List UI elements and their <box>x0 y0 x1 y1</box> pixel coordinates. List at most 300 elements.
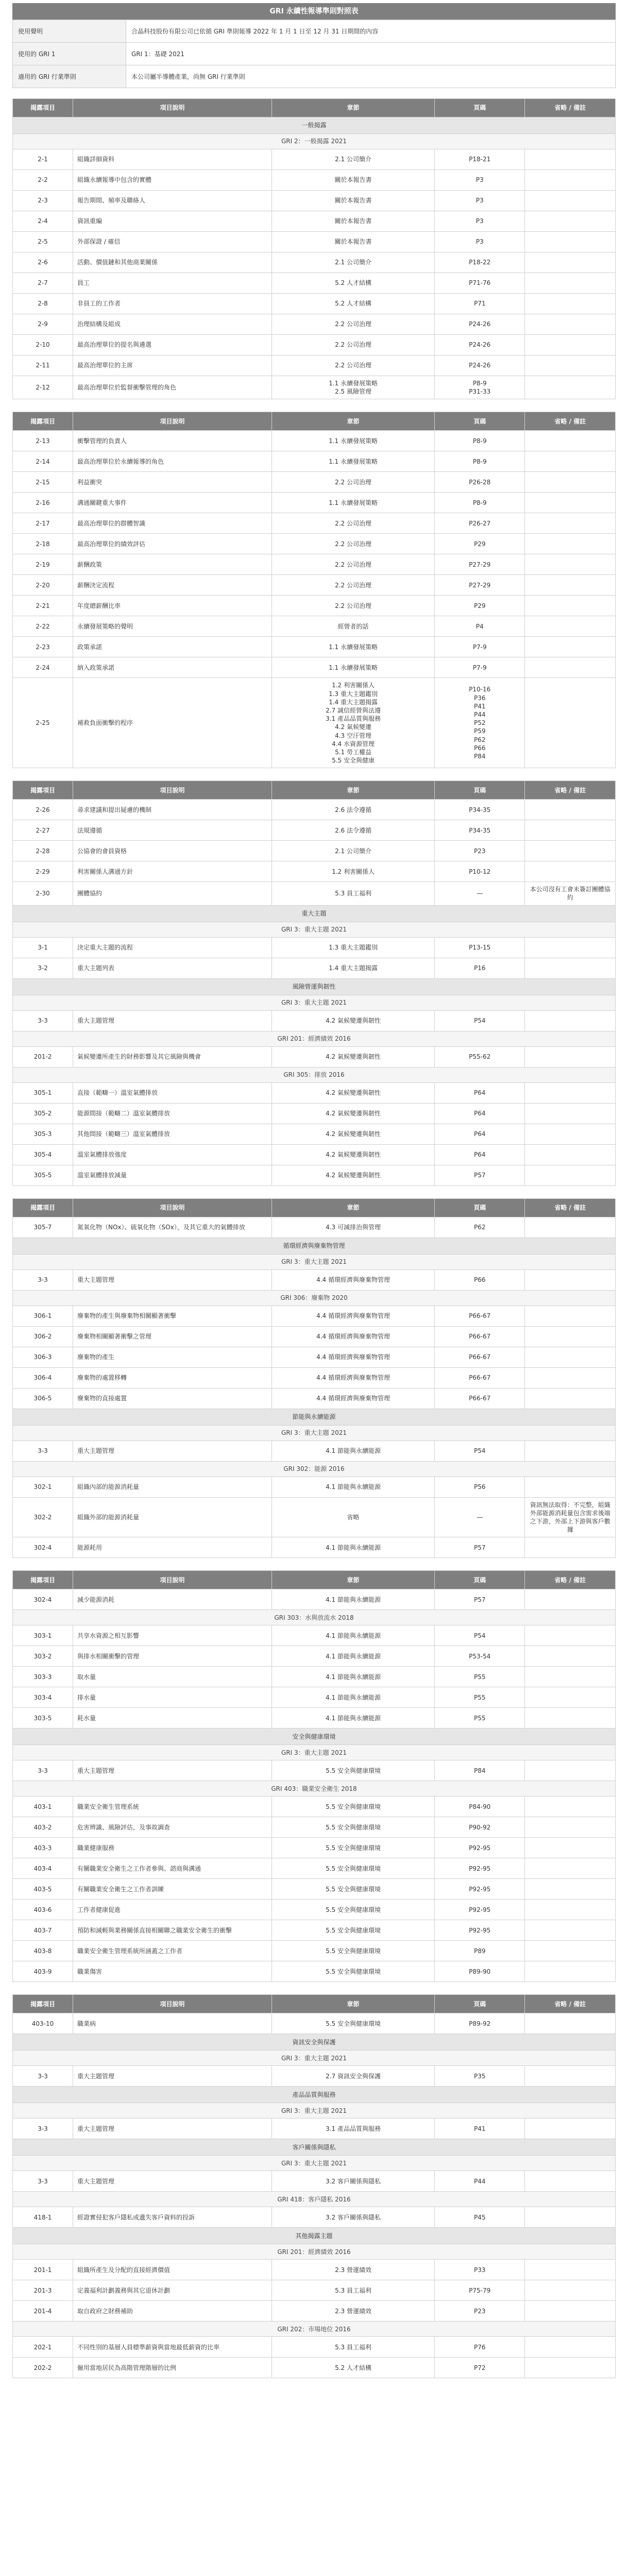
disclosure-title: 最高治理單位於永續報導的角色 <box>73 451 272 472</box>
disclosure-id: 2-29 <box>13 861 73 882</box>
page-number: P66-67 <box>434 1347 525 1367</box>
chapter: 2.3 營運績效 <box>272 2260 435 2280</box>
page-number: P24-26 <box>434 314 525 335</box>
disclosure-title: 重大主題管理 <box>73 2119 272 2139</box>
table-row <box>13 273 616 294</box>
disclosure-title: 納入政策承諾 <box>73 657 272 678</box>
standard-title: GRI 306：廢棄物 2020 <box>13 1290 616 1306</box>
chapter: 5.5 安全與健康環境 <box>272 1920 435 1941</box>
disclosure-id: 2-5 <box>13 232 73 252</box>
page-number: P62 <box>434 1217 525 1238</box>
omission-note <box>525 1589 616 1610</box>
table-row <box>13 314 616 335</box>
omission-note <box>525 355 616 376</box>
disclosure-id: 302-1 <box>13 1477 73 1497</box>
column-header: 章節 <box>272 1995 435 2013</box>
page-number: P56 <box>434 1477 525 1497</box>
chapter: 1.1 永續發展策略 <box>272 451 435 472</box>
chapter: 2.2 公司治理 <box>272 335 435 355</box>
disclosure-title: 取水量 <box>73 1667 272 1687</box>
table-row <box>13 1687 616 1708</box>
page-number: P92-95 <box>434 1900 525 1920</box>
table-gap <box>12 768 616 781</box>
omission-note <box>525 211 616 232</box>
omission-note <box>525 294 616 314</box>
omission-note <box>525 2280 616 2301</box>
standard-row <box>13 2156 616 2171</box>
disclosure-id: 303-3 <box>13 1667 73 1687</box>
disclosure-title: 職業傷害 <box>73 1961 272 1982</box>
disclosure-title: 共享水資源之相互影響 <box>73 1625 272 1646</box>
chapter: 5.2 人才結構 <box>272 273 435 294</box>
disclosure-id: 2-19 <box>13 554 73 575</box>
omission-note <box>525 1144 616 1165</box>
disclosure-title: 薪酬決定流程 <box>73 575 272 596</box>
disclosure-title: 僱用當地居民為高階管理階層的比例 <box>73 2358 272 2378</box>
disclosure-title: 職業安全衛生管理系統 <box>73 1797 272 1817</box>
disclosure-id: 3-3 <box>13 2119 73 2139</box>
disclosure-id: 2-14 <box>13 451 73 472</box>
disclosure-id: 306-2 <box>13 1326 73 1347</box>
chapter: 5.5 安全與健康環境 <box>272 1817 435 1838</box>
disclosure-title: 有關職業安全衛生之工作者參與、諮商與溝通 <box>73 1858 272 1879</box>
disclosure-id: 2-17 <box>13 513 73 534</box>
omission-note <box>525 472 616 493</box>
page-number: P66-67 <box>434 1388 525 1409</box>
page-number: P55 <box>434 1708 525 1728</box>
standard-title: GRI 3：重大主題 2021 <box>13 2103 616 2119</box>
disclosure-title: 組織內部的能源消耗量 <box>73 1477 272 1497</box>
standard-title: GRI 418：客戶隱私 2016 <box>13 2192 616 2207</box>
disclosure-title: 直接（範疇一）溫室氣體排放 <box>73 1082 272 1103</box>
table-row <box>13 1082 616 1103</box>
disclosure-id: 201-4 <box>13 2301 73 2321</box>
disclosure-title: 補救負面衝擊的程序 <box>73 678 272 768</box>
omission-note <box>525 2358 616 2378</box>
disclosure-title: 排水量 <box>73 1687 272 1708</box>
index-table <box>12 98 616 399</box>
section-title: 產品品質與服務 <box>13 2087 616 2103</box>
page-number: P33 <box>434 2260 525 2280</box>
disclosure-title: 氮氧化物（NOx）、硫氧化物（SOx），及其它重大的氣體排放 <box>73 1217 272 1238</box>
disclosure-title: 永續發展策略的聲明 <box>73 616 272 637</box>
table-row <box>13 2337 616 2358</box>
section-title: 重大主題 <box>13 905 616 922</box>
omission-note <box>525 1797 616 1817</box>
column-header: 省略 / 備註 <box>525 781 616 800</box>
omission-note <box>525 1838 616 1858</box>
page-number: P89 <box>434 1941 525 1961</box>
omission-note <box>525 493 616 513</box>
page-number: P66-67 <box>434 1306 525 1326</box>
disclosure-id: 2-8 <box>13 294 73 314</box>
disclosure-title: 最高治理單位的主席 <box>73 355 272 376</box>
disclosure-id: 2-2 <box>13 170 73 191</box>
info-row <box>13 20 616 43</box>
page-number: P29 <box>434 534 525 554</box>
disclosure-id: 2-26 <box>13 800 73 820</box>
omission-note <box>525 1667 616 1687</box>
table-row <box>13 376 616 399</box>
column-header: 章節 <box>272 1198 435 1217</box>
info-label: 適用的 GRI 行業準則 <box>13 65 126 88</box>
disclosure-title: 薪酬政策 <box>73 554 272 575</box>
disclosure-title: 氣候變遷所產生的財務影響及其它風險與機會 <box>73 1046 272 1067</box>
disclosure-title: 重大主題管理 <box>73 2066 272 2087</box>
disclosure-title: 廢棄物的產生與廢棄物相關顯著衝擊 <box>73 1306 272 1326</box>
disclosure-id: 2-12 <box>13 376 73 399</box>
chapter: 2.2 公司治理 <box>272 596 435 616</box>
omission-note <box>525 1687 616 1708</box>
table-row <box>13 596 616 616</box>
disclosure-id: 3-3 <box>13 1440 73 1461</box>
table-row <box>13 472 616 493</box>
page-number: P55 <box>434 1687 525 1708</box>
table-row <box>13 191 616 211</box>
page-number: — <box>434 1497 525 1537</box>
table-row <box>13 575 616 596</box>
disclosure-id: 306-5 <box>13 1388 73 1409</box>
page-number: P54 <box>434 1625 525 1646</box>
chapter: 4.1 節能與永續能源 <box>272 1589 435 1610</box>
table-row <box>13 2119 616 2139</box>
chapter: 5.5 安全與健康環境 <box>272 1941 435 1961</box>
chapter: 4.2 氣候變遷與韌性 <box>272 1010 435 1031</box>
disclosure-id: 302-4 <box>13 1589 73 1610</box>
page-number: P13-15 <box>434 937 525 958</box>
page-number: P24-26 <box>434 355 525 376</box>
disclosure-title: 重大主題管理 <box>73 2171 272 2192</box>
disclosure-title: 減少能源消耗 <box>73 1589 272 1610</box>
page-number: P64 <box>434 1082 525 1103</box>
table-row <box>13 1646 616 1667</box>
page-number: P72 <box>434 2358 525 2378</box>
disclosure-title: 重大主題管理 <box>73 1010 272 1031</box>
chapter: 5.5 安全與健康環境 <box>272 2013 435 2034</box>
omission-note <box>525 2171 616 2192</box>
chapter: 4.1 節能與永續能源 <box>272 1477 435 1497</box>
column-header: 項目說明 <box>73 1995 272 2013</box>
page-number: P71 <box>434 294 525 314</box>
table-row <box>13 170 616 191</box>
omission-note <box>525 1858 616 1879</box>
chapter: 2.2 公司治理 <box>272 554 435 575</box>
disclosure-id: 403-8 <box>13 1941 73 1961</box>
table-row <box>13 2260 616 2280</box>
omission-note <box>525 1103 616 1124</box>
chapter: 5.5 安全與健康環境 <box>272 1879 435 1900</box>
info-value: 合晶科技股份有限公司已依循 GRI 準則報導 2022 年 1 月 1 日至 12 月 31 日期間的內容 <box>126 20 616 43</box>
chapter: 5.3 員工福利 <box>272 882 435 905</box>
omission-note <box>525 1306 616 1326</box>
page-number: P16 <box>434 958 525 978</box>
chapter: 5.3 員工福利 <box>272 2337 435 2358</box>
page-number: P10-16 P36 P41 P44 P52 P59 P62 P66 P84 <box>434 678 525 768</box>
disclosure-title: 重大主題管理 <box>73 1269 272 1290</box>
disclosure-title: 其他間接（範疇三）溫室氣體排放 <box>73 1124 272 1144</box>
page-number: P66-67 <box>434 1326 525 1347</box>
table-header <box>13 1995 616 2013</box>
table-row <box>13 1497 616 1537</box>
table-row <box>13 355 616 376</box>
column-header: 省略 / 備註 <box>525 1571 616 1589</box>
omission-note <box>525 252 616 273</box>
chapter: 1.1 永續發展策略 <box>272 637 435 657</box>
disclosure-title: 能源間接（範疇二）溫室氣體排放 <box>73 1103 272 1124</box>
disclosure-title: 有關職業安全衛生之工作者訓練 <box>73 1879 272 1900</box>
table-header <box>13 1198 616 1217</box>
column-header: 頁碼 <box>434 1198 525 1217</box>
omission-note <box>525 1646 616 1667</box>
disclosure-id: 3-3 <box>13 1010 73 1031</box>
table-row <box>13 1667 616 1687</box>
disclosure-title: 治理結構及組成 <box>73 314 272 335</box>
disclosure-id: 403-10 <box>13 2013 73 2034</box>
disclosure-id: 306-3 <box>13 1347 73 1367</box>
chapter: 4.4 循環經濟與廢棄物管理 <box>272 1347 435 1367</box>
chapter: 2.3 營運績效 <box>272 2301 435 2321</box>
standard-title: GRI 3：重大主題 2021 <box>13 1745 616 1760</box>
omission-note <box>525 1900 616 1920</box>
disclosure-title: 最高治理單位的績效評估 <box>73 534 272 554</box>
disclosure-id: 306-1 <box>13 1306 73 1326</box>
disclosure-title: 最高治理單位的提名與遴選 <box>73 335 272 355</box>
omission-note <box>525 637 616 657</box>
omission-note <box>525 1347 616 1367</box>
disclosure-title: 廢棄物的產生 <box>73 1347 272 1367</box>
disclosure-id: 2-15 <box>13 472 73 493</box>
standard-row <box>13 1067 616 1082</box>
table-row <box>13 1347 616 1367</box>
table-row <box>13 1477 616 1497</box>
chapter: 2.1 公司簡介 <box>272 841 435 861</box>
column-header: 省略 / 備註 <box>525 1995 616 2013</box>
table-row <box>13 820 616 841</box>
omission-note <box>525 534 616 554</box>
page-number: P35 <box>434 2066 525 2087</box>
omission-note <box>525 232 616 252</box>
table-row <box>13 149 616 170</box>
disclosure-id: 303-4 <box>13 1687 73 1708</box>
table-header <box>13 99 616 117</box>
column-header: 章節 <box>272 99 435 117</box>
disclosure-title: 員工 <box>73 273 272 294</box>
disclosure-id: 3-1 <box>13 937 73 958</box>
disclosure-title: 危害辨識、風險評估，及事故調查 <box>73 1817 272 1838</box>
standard-row <box>13 2192 616 2207</box>
omission-note <box>525 657 616 678</box>
table-row <box>13 1144 616 1165</box>
table-row <box>13 1388 616 1409</box>
table-header <box>13 412 616 431</box>
table-row <box>13 1367 616 1388</box>
omission-note <box>525 376 616 399</box>
omission-note <box>525 2337 616 2358</box>
disclosure-id: 302-4 <box>13 1537 73 1558</box>
chapter: 1.2 利害關係人 <box>272 861 435 882</box>
table-row <box>13 678 616 768</box>
page-number: P18-21 <box>434 149 525 170</box>
column-header: 章節 <box>272 412 435 431</box>
table-row <box>13 882 616 905</box>
index-table <box>12 1570 616 1982</box>
disclosure-id: 3-3 <box>13 2066 73 2087</box>
chapter: 4.1 節能與永續能源 <box>272 1625 435 1646</box>
chapter: 3.1 產品品質與服務 <box>272 2119 435 2139</box>
disclosure-title: 決定重大主題的流程 <box>73 937 272 958</box>
disclosure-title: 組織所產生及分配的直接經濟價值 <box>73 2260 272 2280</box>
column-header: 項目說明 <box>73 781 272 800</box>
column-header: 揭露項目 <box>13 1198 73 1217</box>
omission-note <box>525 149 616 170</box>
disclosure-title: 重大主題管理 <box>73 1760 272 1781</box>
omission-note <box>525 1326 616 1347</box>
table-row <box>13 1858 616 1879</box>
omission-note <box>525 1082 616 1103</box>
column-header: 項目說明 <box>73 1571 272 1589</box>
table-row <box>13 2013 616 2034</box>
disclosure-title: 年度總薪酬比率 <box>73 596 272 616</box>
table-row <box>13 1879 616 1900</box>
section-row <box>13 2228 616 2244</box>
page-number: P3 <box>434 170 525 191</box>
column-header: 頁碼 <box>434 1571 525 1589</box>
disclosure-id: 305-3 <box>13 1124 73 1144</box>
usage-info-table <box>12 20 616 88</box>
standard-title: GRI 303：水與放流水 2018 <box>13 1610 616 1625</box>
standard-title: GRI 201：經濟績效 2016 <box>13 2244 616 2260</box>
column-header: 章節 <box>272 781 435 800</box>
disclosure-id: 403-6 <box>13 1900 73 1920</box>
table-row <box>13 513 616 534</box>
disclosure-id: 202-1 <box>13 2337 73 2358</box>
table-row <box>13 211 616 232</box>
page-number: P45 <box>434 2207 525 2228</box>
disclosure-id: 201-2 <box>13 1046 73 1067</box>
disclosure-id: 306-4 <box>13 1367 73 1388</box>
column-header: 揭露項目 <box>13 1995 73 2013</box>
column-header: 揭露項目 <box>13 412 73 431</box>
chapter: 4.2 氣候變遷與韌性 <box>272 1046 435 1067</box>
chapter: 5.5 安全與健康環境 <box>272 1797 435 1817</box>
table-row <box>13 1941 616 1961</box>
standard-title: GRI 3：重大主題 2021 <box>13 922 616 937</box>
omission-note <box>525 431 616 451</box>
standard-title: GRI 2：一般揭露 2021 <box>13 134 616 149</box>
page-number: P75-79 <box>434 2280 525 2301</box>
omission-note <box>525 1941 616 1961</box>
info-value: GRI 1：基礎 2021 <box>126 43 616 65</box>
omission-note <box>525 2013 616 2034</box>
disclosure-title: 資訊重編 <box>73 211 272 232</box>
page-number: P90-92 <box>434 1817 525 1838</box>
omission-note <box>525 1440 616 1461</box>
disclosure-id: 2-13 <box>13 431 73 451</box>
omission-note: 資訊無法取得：不完整，組織外部能源消耗量包含需求後端之下游，外部上下游與客戶數據 <box>525 1497 616 1537</box>
column-header: 項目說明 <box>73 412 272 431</box>
standard-row <box>13 2321 616 2337</box>
page-number: P89-90 <box>434 1961 525 1982</box>
index-table <box>12 1994 616 2378</box>
chapter: 1.2 利害關係人 1.3 重大主題鑑別 1.4 重大主題揭露 2.7 誠信經營與法遵 3.1 產品品質與服務 4.2 氣候變遷 4.3 空汙管理 4.4 水資源管理 5.1 勞工權益 5.5 安全與健康 <box>272 678 435 768</box>
disclosure-title: 外部保證 / 確信 <box>73 232 272 252</box>
standard-row <box>13 2050 616 2066</box>
omission-note <box>525 1165 616 1185</box>
section-row <box>13 905 616 922</box>
table-row <box>13 1326 616 1347</box>
disclosure-id: 3-2 <box>13 958 73 978</box>
standard-title: GRI 202：市場地位 2016 <box>13 2321 616 2337</box>
disclosure-title: 職業安全衛生管理系統所涵蓋之工作者 <box>73 1941 272 1961</box>
page-number: P4 <box>434 616 525 637</box>
standard-row <box>13 1781 616 1797</box>
table-row <box>13 2207 616 2228</box>
table-row <box>13 1760 616 1781</box>
disclosure-title: 溝通關鍵重大事件 <box>73 493 272 513</box>
page-number: P53-54 <box>434 1646 525 1667</box>
table-row <box>13 841 616 861</box>
disclosure-title: 組織外部的能源消耗量 <box>73 1497 272 1537</box>
table-row <box>13 335 616 355</box>
chapter: 3.2 客戶關係與隱私 <box>272 2171 435 2192</box>
chapter: 2.1 公司簡介 <box>272 149 435 170</box>
chapter: 4.2 氣候變遷與韌性 <box>272 1144 435 1165</box>
omission-note <box>525 861 616 882</box>
chapter: 4.1 節能與永續能源 <box>272 1440 435 1461</box>
disclosure-title: 非員工的工作者 <box>73 294 272 314</box>
page-number: P23 <box>434 2301 525 2321</box>
column-header: 頁碼 <box>434 781 525 800</box>
page-number: P10-12 <box>434 861 525 882</box>
chapter: 關於本報告書 <box>272 211 435 232</box>
standard-row <box>13 1461 616 1477</box>
disclosure-title: 最高治理單位的群體智識 <box>73 513 272 534</box>
standard-title: GRI 403：職業安全衛生 2018 <box>13 1781 616 1797</box>
disclosure-title: 尋求建議和提出疑慮的機制 <box>73 800 272 820</box>
page-number: P55 <box>434 1667 525 1687</box>
standard-title: GRI 3：重大主題 2021 <box>13 1254 616 1269</box>
omission-note <box>525 1537 616 1558</box>
chapter: 4.1 節能與永續能源 <box>272 1667 435 1687</box>
info-row <box>13 65 616 88</box>
table-row <box>13 431 616 451</box>
chapter: 5.5 安全與健康環境 <box>272 1961 435 1982</box>
disclosure-id: 3-3 <box>13 1760 73 1781</box>
omission-note <box>525 820 616 841</box>
section-row <box>13 978 616 995</box>
table-row <box>13 1900 616 1920</box>
omission-note <box>525 958 616 978</box>
section-row <box>13 1238 616 1254</box>
omission-note <box>525 1760 616 1781</box>
table-row <box>13 1797 616 1817</box>
omission-note <box>525 1477 616 1497</box>
disclosure-id: 2-11 <box>13 355 73 376</box>
disclosure-id: 403-4 <box>13 1858 73 1879</box>
omission-note <box>525 513 616 534</box>
table-row <box>13 1440 616 1461</box>
disclosure-id: 303-5 <box>13 1708 73 1728</box>
column-header: 揭露項目 <box>13 781 73 800</box>
disclosure-title: 不同性別的基層人員標準薪資與當地最低薪資的比率 <box>73 2337 272 2358</box>
page-number: P7-9 <box>434 637 525 657</box>
page-number: P55-62 <box>434 1046 525 1067</box>
chapter: 2.2 公司治理 <box>272 534 435 554</box>
chapter: 4.4 循環經濟與廢棄物管理 <box>272 1388 435 1409</box>
disclosure-id: 2-1 <box>13 149 73 170</box>
table-row <box>13 2280 616 2301</box>
column-header: 頁碼 <box>434 99 525 117</box>
